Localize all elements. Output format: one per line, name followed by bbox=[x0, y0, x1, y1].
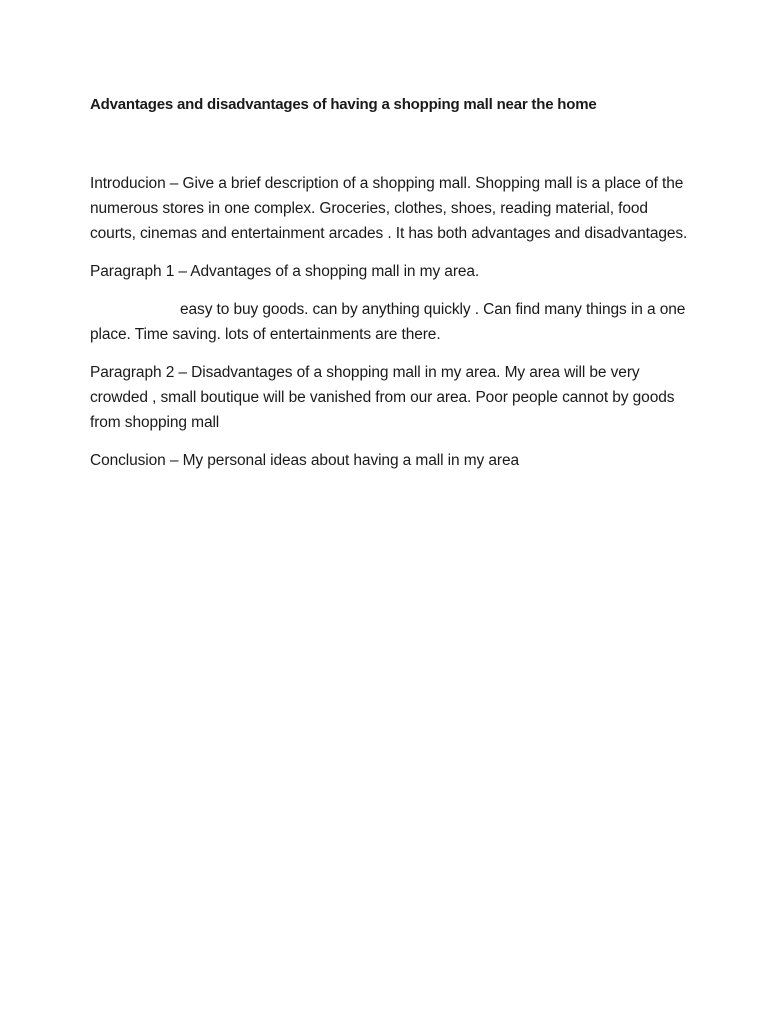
document-title: Advantages and disadvantages of having a shopping mall near the home bbox=[90, 96, 597, 113]
conclusion-paragraph: Conclusion – My personal ideas about having a mall in my area bbox=[90, 452, 519, 469]
paragraph-2: Paragraph 2 – Disadvantages of a shopping mall in my area. My area will be very crowded , small boutique will be vanished from our area. Poor people cannot by goods from shopping mall bbox=[90, 364, 675, 431]
paragraph-1-heading: Paragraph 1 – Advantages of a shopping mall in my area. bbox=[90, 263, 480, 280]
paragraph-1-body: easy to buy goods. can by anything quickly . Can find many things in a one place. Time saving. lots of entertainments are there. bbox=[90, 301, 686, 343]
document-body bbox=[90, 94, 690, 486]
introduction-paragraph: Introducion – Give a brief description of a shopping mall. Shopping mall is a place of the numerous stores in one complex. Groceries, clothes, shoes, reading material, food courts, cinemas and entertainment arcades . It has both advantages and disadvantages. bbox=[90, 175, 688, 242]
